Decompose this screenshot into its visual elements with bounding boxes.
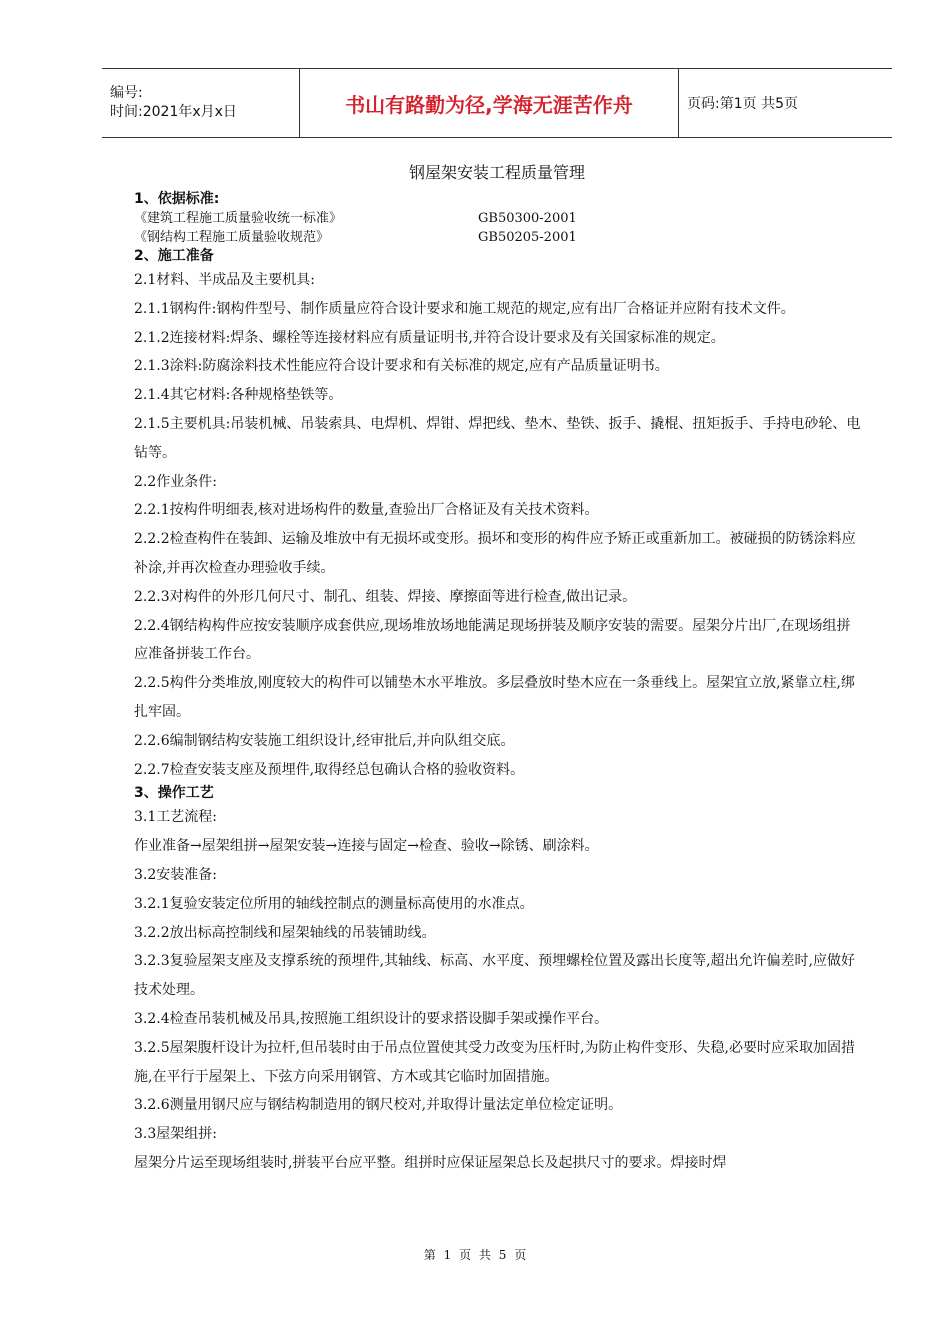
header-motto: 书山有路勤为径,学海无涯苦作舟 [345, 92, 633, 117]
paragraph: 3.2.1复验安装定位所用的轴线控制点的测量标高使用的水准点。 [134, 895, 534, 912]
paragraph: 2.2.4钢结构构件应按安装顺序成套供应,现场堆放场地能满足现场拼装及顺序安装的需要。屋架分片出厂,在现场组拼应准备拼装工作台。 [134, 617, 851, 663]
document-time-label: 时间:2021年x月x日 [110, 104, 237, 120]
footer-text: 第 [423, 1248, 436, 1262]
paragraph: 3.2.3复验屋架支座及支撑系统的预埋件,其轴线、标高、水平度、预埋螺栓位置及露出长度等,超出允许偏差时,应做好技术处理。 [134, 953, 855, 999]
paragraph: 屋架分片运至现场组装时,拼装平台应平整。组拼时应保证屋架总长及起拱尺寸的要求。焊接时焊 [134, 1154, 727, 1171]
paragraph: 2.2.6编制钢结构安装施工组织设计,经审批后,并向队组交底。 [134, 732, 515, 749]
paragraph: 2.1材料、半成品及主要机具: [134, 272, 315, 288]
document-number-label: 编号: [110, 85, 143, 101]
footer-total-pages: 5 [498, 1248, 507, 1262]
paragraph: 2.1.3涂料:防腐涂料技术性能应符合设计要求和有关标准的规定,应有产品质量证明书。 [134, 358, 669, 375]
standard-code: GB50300-2001 [478, 211, 577, 226]
paragraph: 3.3屋架组拼: [134, 1126, 217, 1143]
page-header [102, 68, 892, 138]
paragraph: 3.2安装准备: [134, 866, 217, 883]
standard-reference [134, 228, 862, 247]
footer-text: 页 [514, 1248, 527, 1262]
paragraph: 2.1.1钢构件:钢构件型号、制作质量应符合设计要求和施工规范的规定,应有出厂合格证并应附有技术文件。 [134, 300, 795, 317]
paragraph: 3.2.6测量用钢尺应与钢结构制造用的钢尺校对,并取得计量法定单位检定证明。 [134, 1097, 623, 1114]
document-body [134, 190, 862, 1178]
paragraph: 3.2.5屋架腹杆设计为拉杆,但吊装时由于吊点位置使其受力改变为压杆时,为防止构件变形、失稳,必要时应采取加固措施,在平行于屋架上、下弦方向采用钢管、方木或其它临时加固措施。 [134, 1039, 855, 1085]
page-footer [0, 1246, 950, 1263]
standard-reference [134, 209, 862, 228]
paragraph: 3.2.2放出标高控制线和屋架轴线的吊装铺助线。 [134, 924, 436, 941]
paragraph: 2.1.5主要机具:吊装机械、吊装索具、电焊机、焊钳、焊把线、垫木、垫铁、扳手、撬棍、扭矩扳手、手持电砂轮、电钻等。 [134, 415, 861, 461]
footer-text: 共 [478, 1248, 491, 1262]
section-heading-3: 3、操作工艺 [134, 785, 214, 802]
paragraph: 2.2.7检查安装支座及预埋件,取得经总包确认合格的验收资料。 [134, 761, 525, 778]
standard-code: GB50205-2001 [478, 230, 577, 245]
standard-name: 《建筑工程施工质量验收统一标准》 [134, 211, 343, 226]
paragraph: 2.2.3对构件的外形几何尺寸、制孔、组装、焊接、摩擦面等进行检查,做出记录。 [134, 588, 637, 605]
section-heading-1: 1、依据标准: [134, 191, 220, 207]
header-motto-cell [299, 69, 679, 137]
paragraph: 2.2.1按构件明细表,核对进场构件的数量,查验出厂合格证及有关技术资料。 [134, 502, 599, 519]
footer-page-number: 1 [443, 1248, 452, 1262]
paragraph: 3.2.4检查吊装机械及吊具,按照施工组织设计的要求搭设脚手架或操作平台。 [134, 1010, 609, 1027]
section-heading-2: 2、施工准备 [134, 248, 214, 264]
paragraph: 2.2.2检查构件在装卸、运输及堆放中有无损坏或变形。损坏和变形的构件应予矫正或重新加工。被碰损的防锈涂料应补涂,并再次检查办理验收手续。 [134, 531, 856, 576]
paragraph: 2.2作业条件: [134, 473, 217, 490]
paragraph: 2.1.4其它材料:各种规格垫铁等。 [134, 387, 343, 404]
process-flow: 作业准备→屋架组拼→屋架安装→连接与固定→检查、验收→除锈、刷涂料。 [134, 838, 599, 855]
document-title: 钢屋架安装工程质量管理 [408, 163, 585, 182]
standard-name: 《钢结构工程施工质量验收规范》 [134, 230, 330, 245]
paragraph: 3.1工艺流程: [134, 809, 217, 826]
header-page-info: 页码:第1页 共5页 [687, 96, 798, 112]
header-left-cell [102, 69, 299, 137]
header-page-cell [679, 69, 892, 137]
paragraph: 2.2.5构件分类堆放,刚度较大的构件可以铺垫木水平堆放。多层叠放时垫木应在一条垂线上。屋架宜立放,紧靠立柱,绑扎牢固。 [134, 675, 855, 720]
paragraph: 2.1.2连接材料:焊条、螺栓等连接材料应有质量证明书,并符合设计要求及有关国家标准的规定。 [134, 329, 725, 346]
footer-text: 页 [459, 1248, 472, 1262]
